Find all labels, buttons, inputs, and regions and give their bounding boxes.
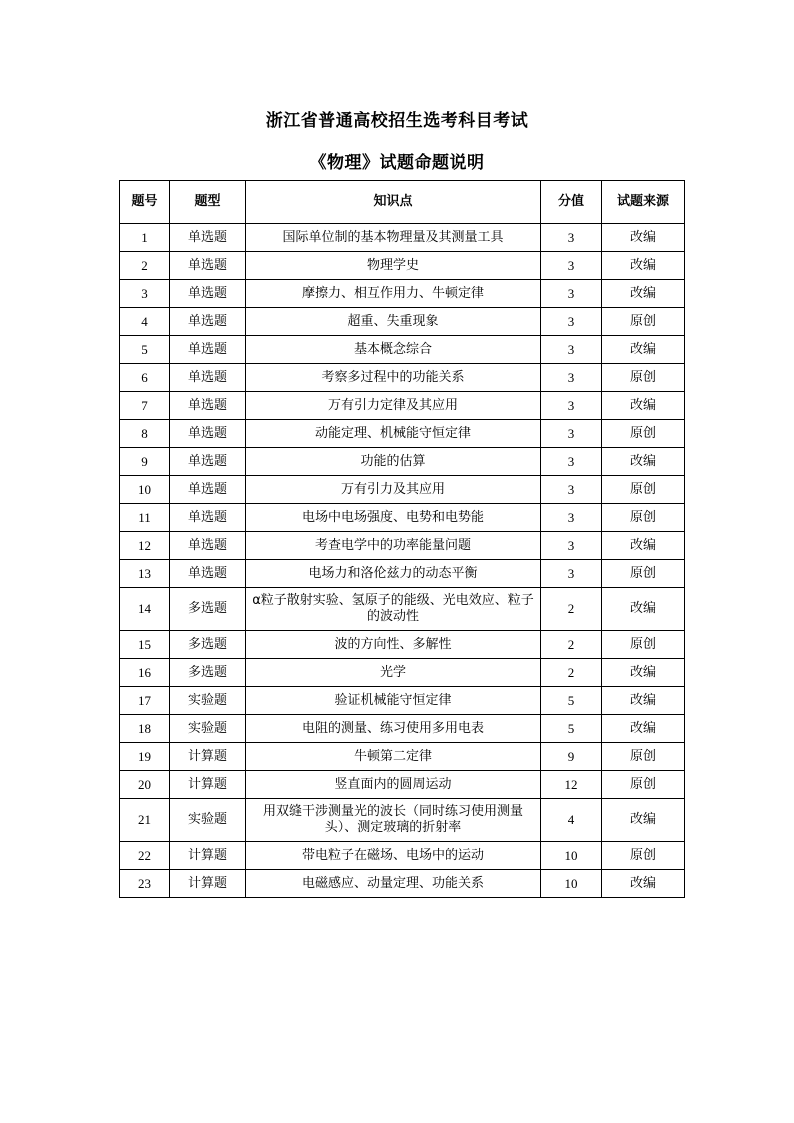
cell-score: 9 <box>541 743 602 771</box>
cell-source: 原创 <box>602 771 685 799</box>
cell-knowledge-point: 带电粒子在磁场、电场中的运动 <box>246 842 541 870</box>
cell-source: 改编 <box>602 336 685 364</box>
cell-score: 3 <box>541 392 602 420</box>
cell-question-type: 单选题 <box>170 252 246 280</box>
cell-question-type: 单选题 <box>170 392 246 420</box>
table-row <box>120 771 685 799</box>
cell-source: 改编 <box>602 799 685 842</box>
cell-knowledge-point: 基本概念综合 <box>246 336 541 364</box>
cell-knowledge-point: 考查电学中的功率能量问题 <box>246 532 541 560</box>
cell-question-number: 14 <box>120 588 170 631</box>
cell-source: 原创 <box>602 504 685 532</box>
cell-knowledge-point: 万有引力定律及其应用 <box>246 392 541 420</box>
cell-knowledge-point: 电场中电场强度、电势和电势能 <box>246 504 541 532</box>
cell-score: 10 <box>541 842 602 870</box>
table-row <box>120 308 685 336</box>
cell-source: 改编 <box>602 252 685 280</box>
cell-source: 改编 <box>602 224 685 252</box>
cell-knowledge-point: 波的方向性、多解性 <box>246 631 541 659</box>
header-question-type: 题型 <box>170 181 246 224</box>
cell-question-number: 4 <box>120 308 170 336</box>
cell-score: 3 <box>541 560 602 588</box>
cell-question-type: 单选题 <box>170 560 246 588</box>
cell-score: 2 <box>541 631 602 659</box>
cell-score: 3 <box>541 504 602 532</box>
cell-knowledge-point: 牛顿第二定律 <box>246 743 541 771</box>
table-row <box>120 715 685 743</box>
table-row <box>120 842 685 870</box>
table-row <box>120 631 685 659</box>
cell-question-number: 8 <box>120 420 170 448</box>
cell-question-type: 实验题 <box>170 799 246 842</box>
cell-score: 3 <box>541 532 602 560</box>
table-row <box>120 420 685 448</box>
cell-question-type: 单选题 <box>170 476 246 504</box>
cell-source: 改编 <box>602 659 685 687</box>
table-row <box>120 476 685 504</box>
cell-question-type: 实验题 <box>170 687 246 715</box>
cell-knowledge-point: 电场力和洛伦兹力的动态平衡 <box>246 560 541 588</box>
cell-source: 改编 <box>602 532 685 560</box>
cell-knowledge-point: 功能的估算 <box>246 448 541 476</box>
cell-score: 3 <box>541 224 602 252</box>
cell-question-number: 1 <box>120 224 170 252</box>
cell-question-type: 单选题 <box>170 504 246 532</box>
table-row <box>120 799 685 842</box>
cell-question-type: 单选题 <box>170 532 246 560</box>
header-question-number: 题号 <box>120 181 170 224</box>
table-header-row <box>120 181 685 224</box>
cell-score: 12 <box>541 771 602 799</box>
cell-knowledge-point: 万有引力及其应用 <box>246 476 541 504</box>
header-source: 试题来源 <box>602 181 685 224</box>
cell-question-type: 计算题 <box>170 870 246 898</box>
table-row <box>120 224 685 252</box>
cell-knowledge-point: α粒子散射实验、氢原子的能级、光电效应、粒子的波动性 <box>246 588 541 631</box>
cell-score: 3 <box>541 280 602 308</box>
table-row <box>120 743 685 771</box>
cell-question-type: 实验题 <box>170 715 246 743</box>
cell-source: 原创 <box>602 631 685 659</box>
table-row <box>120 448 685 476</box>
cell-knowledge-point: 用双缝干涉测量光的波长（同时练习使用测量头）、测定玻璃的折射率 <box>246 799 541 842</box>
table-row <box>120 532 685 560</box>
cell-score: 2 <box>541 659 602 687</box>
cell-question-number: 22 <box>120 842 170 870</box>
table-row <box>120 870 685 898</box>
cell-question-number: 19 <box>120 743 170 771</box>
cell-knowledge-point: 电磁感应、动量定理、功能关系 <box>246 870 541 898</box>
table-row <box>120 687 685 715</box>
cell-question-number: 12 <box>120 532 170 560</box>
cell-score: 3 <box>541 476 602 504</box>
cell-knowledge-point: 考察多过程中的功能关系 <box>246 364 541 392</box>
cell-knowledge-point: 超重、失重现象 <box>246 308 541 336</box>
cell-source: 改编 <box>602 715 685 743</box>
cell-question-type: 单选题 <box>170 364 246 392</box>
table-row <box>120 560 685 588</box>
cell-question-number: 6 <box>120 364 170 392</box>
cell-knowledge-point: 国际单位制的基本物理量及其测量工具 <box>246 224 541 252</box>
cell-score: 4 <box>541 799 602 842</box>
header-knowledge-point: 知识点 <box>246 181 541 224</box>
cell-question-type: 多选题 <box>170 659 246 687</box>
cell-source: 改编 <box>602 448 685 476</box>
cell-question-number: 2 <box>120 252 170 280</box>
cell-score: 5 <box>541 715 602 743</box>
cell-source: 原创 <box>602 420 685 448</box>
cell-knowledge-point: 竖直面内的圆周运动 <box>246 771 541 799</box>
cell-knowledge-point: 摩擦力、相互作用力、牛顿定律 <box>246 280 541 308</box>
cell-knowledge-point: 验证机械能守恒定律 <box>246 687 541 715</box>
cell-question-number: 17 <box>120 687 170 715</box>
document-subtitle: 《物理》试题命题说明 <box>309 153 485 173</box>
cell-question-number: 16 <box>120 659 170 687</box>
cell-question-number: 10 <box>120 476 170 504</box>
question-spec-table <box>119 180 685 898</box>
cell-question-number: 15 <box>120 631 170 659</box>
cell-score: 5 <box>541 687 602 715</box>
document-title: 浙江省普通高校招生选考科目考试 <box>265 111 529 131</box>
table-row <box>120 336 685 364</box>
table-row <box>120 392 685 420</box>
cell-source: 原创 <box>602 743 685 771</box>
cell-score: 3 <box>541 420 602 448</box>
cell-question-type: 单选题 <box>170 336 246 364</box>
cell-score: 3 <box>541 364 602 392</box>
cell-question-number: 11 <box>120 504 170 532</box>
cell-score: 3 <box>541 252 602 280</box>
table-row <box>120 588 685 631</box>
cell-source: 改编 <box>602 392 685 420</box>
cell-source: 改编 <box>602 280 685 308</box>
cell-question-number: 7 <box>120 392 170 420</box>
cell-source: 改编 <box>602 687 685 715</box>
cell-score: 3 <box>541 336 602 364</box>
cell-question-type: 单选题 <box>170 448 246 476</box>
cell-question-type: 单选题 <box>170 308 246 336</box>
cell-question-type: 多选题 <box>170 631 246 659</box>
header-score: 分值 <box>541 181 602 224</box>
cell-score: 10 <box>541 870 602 898</box>
table-body <box>120 224 685 898</box>
cell-knowledge-point: 电阻的测量、练习使用多用电表 <box>246 715 541 743</box>
cell-score: 3 <box>541 448 602 476</box>
table-row <box>120 280 685 308</box>
cell-question-type: 多选题 <box>170 588 246 631</box>
table-row <box>120 504 685 532</box>
cell-question-type: 计算题 <box>170 842 246 870</box>
cell-question-number: 3 <box>120 280 170 308</box>
cell-source: 原创 <box>602 476 685 504</box>
cell-question-number: 23 <box>120 870 170 898</box>
cell-question-type: 计算题 <box>170 771 246 799</box>
cell-question-number: 18 <box>120 715 170 743</box>
cell-question-type: 计算题 <box>170 743 246 771</box>
cell-knowledge-point: 动能定理、机械能守恒定律 <box>246 420 541 448</box>
cell-question-number: 20 <box>120 771 170 799</box>
cell-source: 原创 <box>602 364 685 392</box>
cell-source: 改编 <box>602 870 685 898</box>
cell-question-type: 单选题 <box>170 420 246 448</box>
cell-source: 原创 <box>602 842 685 870</box>
cell-question-number: 5 <box>120 336 170 364</box>
cell-question-type: 单选题 <box>170 224 246 252</box>
cell-question-number: 9 <box>120 448 170 476</box>
cell-source: 原创 <box>602 308 685 336</box>
cell-score: 3 <box>541 308 602 336</box>
cell-question-number: 21 <box>120 799 170 842</box>
cell-source: 改编 <box>602 588 685 631</box>
table-row <box>120 252 685 280</box>
cell-question-type: 单选题 <box>170 280 246 308</box>
cell-knowledge-point: 光学 <box>246 659 541 687</box>
cell-score: 2 <box>541 588 602 631</box>
table-row <box>120 659 685 687</box>
table-row <box>120 364 685 392</box>
cell-question-number: 13 <box>120 560 170 588</box>
cell-knowledge-point: 物理学史 <box>246 252 541 280</box>
cell-source: 原创 <box>602 560 685 588</box>
